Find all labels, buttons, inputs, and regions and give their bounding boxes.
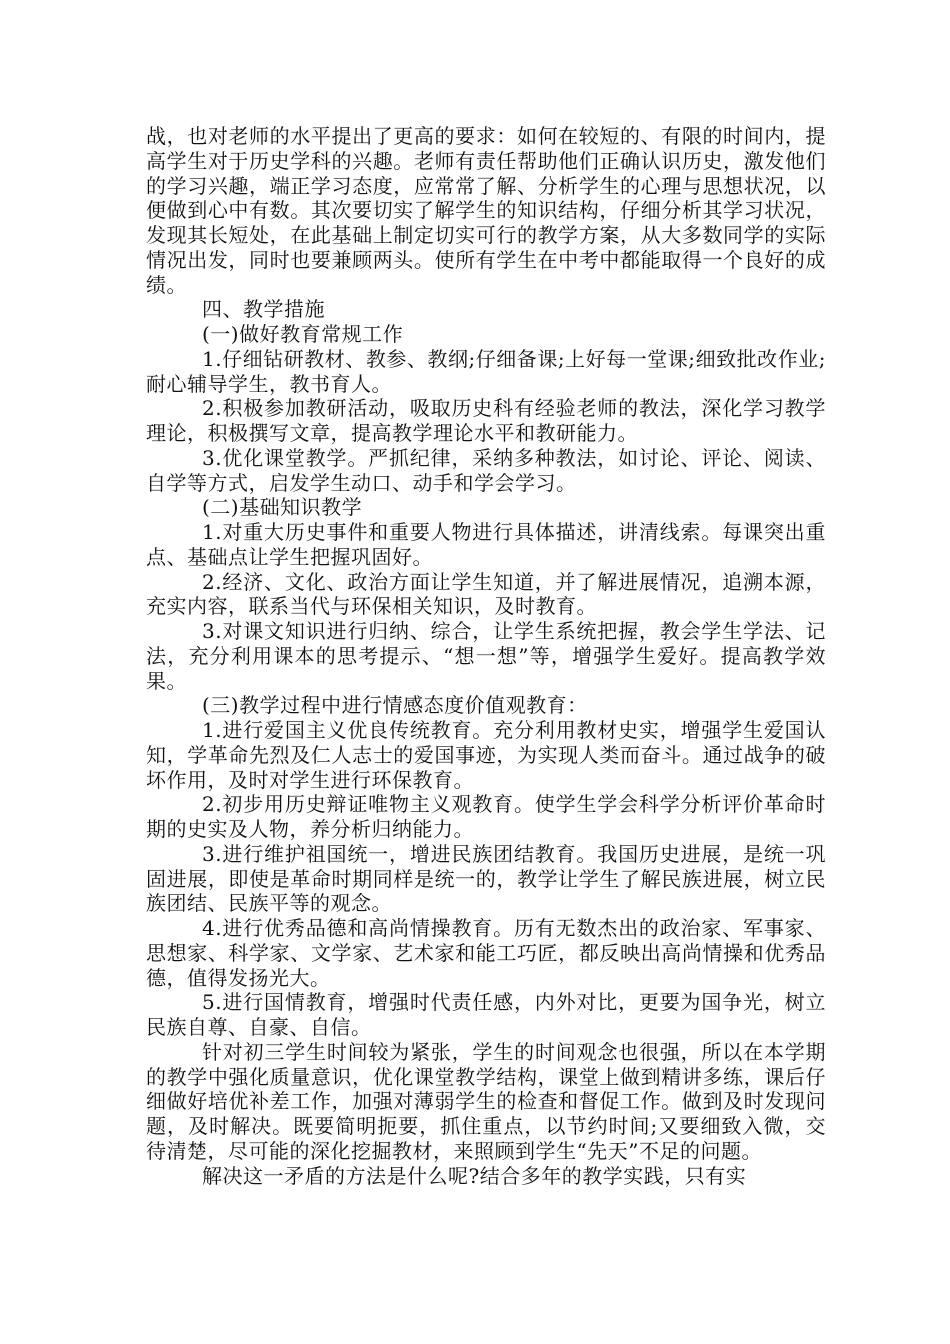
list-item-routine-3: 3.优化课堂教学。严抓纪律，采纳多种教法，如讨论、评论、阅读、自学等方式，启发学生动口、动手和学会学习。 xyxy=(146,445,826,495)
subsection-heading-basic-knowledge: (二)基础知识教学 xyxy=(202,495,363,520)
list-item-values-4: 4.进行优秀品德和高尚情操教育。历有无数杰出的政治家、军事家、思想家、科学家、文学家、艺术家和能工巧匠，都反映出高尚情操和优秀品德，值得发扬光大。 xyxy=(146,916,826,990)
list-item-values-1: 1.进行爱国主义优良传统教育。充分利用教材史实，增强学生爱国认知，学革命先烈及仁人志士的爱国事迹，为实现人类而奋斗。通过战争的破坏作用，及时对学生进行环保教育。 xyxy=(146,718,826,792)
subsection-heading-values-education: (三)教学过程中进行情感态度价值观教育： xyxy=(202,693,588,718)
list-item-knowledge-3: 3.对课文知识进行归纳、综合，让学生系统把握，教会学生学法、记法，充分利用课本的思考提示、“想一想”等，增强学生爱好。提高教学效果。 xyxy=(146,619,826,693)
list-item-values-3: 3.进行维护祖国统一，增进民族团结教育。我国历史进展，是统一巩固进展，即使是革命时期同样是统一的，教学让学生了解民族进展，树立民族团结、民族平等的观念。 xyxy=(146,841,826,916)
list-item-values-2: 2.初步用历史辩证唯物主义观教育。使学生学会科学分析评价革命时期的史实及人物，养分析归纳能力。 xyxy=(146,792,826,841)
list-item-routine-1: 1.仔细钻研教材、教参、教纲;仔细备课;上好每一堂课;细致批改作业;耐心辅导学生，教书育人。 xyxy=(146,346,826,396)
document-body xyxy=(146,124,826,1188)
paragraph-intro: 战，也对老师的水平提出了更高的要求：如何在较短的、有限的时间内，提高学生对于历史学科的兴趣。老师有责任帮助他们正确认识历史，激发他们的学习兴趣，端正学习态度，应常常了解、分析学生的心理与思想状况，以便做到心中有数。其次要切实了解学生的知识结构，仔细分析其学习状况，发现其长短处，在此基础上制定切实可行的教学方案，从大多数同学的实际情况出发，同时也要兼顾两头。使所有学生在中考中都能取得一个良好的成绩。 xyxy=(146,124,826,297)
list-item-routine-2: 2.积极参加教研活动，吸取历史科有经验老师的教法，深化学习教学理论，积极撰写文章，提高教学理论水平和教研能力。 xyxy=(146,396,826,445)
paragraph-time-management: 针对初三学生时间较为紧张，学生的时间观念也很强，所以在本学期的教学中强化质量意识，优化课堂教学结构，课堂上做到精讲多练，课后仔细做好培优补差工作，加强对薄弱学生的检查和督促工作。做到及时发现问题，及时解决。既要简明扼要，抓住重点，以节约时间;又要细致入微，交待清楚，尽可能的深化挖掘教材，来照顾到学生“先天”不足的问题。 xyxy=(146,1039,826,1163)
list-item-values-5: 5.进行国情教育，增强时代责任感，内外对比，更要为国争光，树立民族自尊、自豪、自信。 xyxy=(146,990,826,1039)
list-item-knowledge-2: 2.经济、文化、政治方面让学生知道，并了解进展情况，追溯本源，充实内容，联系当代与环保相关知识，及时教育。 xyxy=(146,569,826,619)
subsection-heading-routine-work: (一)做好教育常规工作 xyxy=(202,322,404,346)
list-item-knowledge-1: 1.对重大历史事件和重要人物进行具体描述，讲清线索。每课突出重点、基础点让学生把握巩固好。 xyxy=(146,520,826,569)
section-heading-teaching-measures: 四、教学措施 xyxy=(202,297,325,322)
paragraph-solution: 解决这一矛盾的方法是什么呢?结合多年的教学实践，只有实 xyxy=(202,1163,747,1188)
